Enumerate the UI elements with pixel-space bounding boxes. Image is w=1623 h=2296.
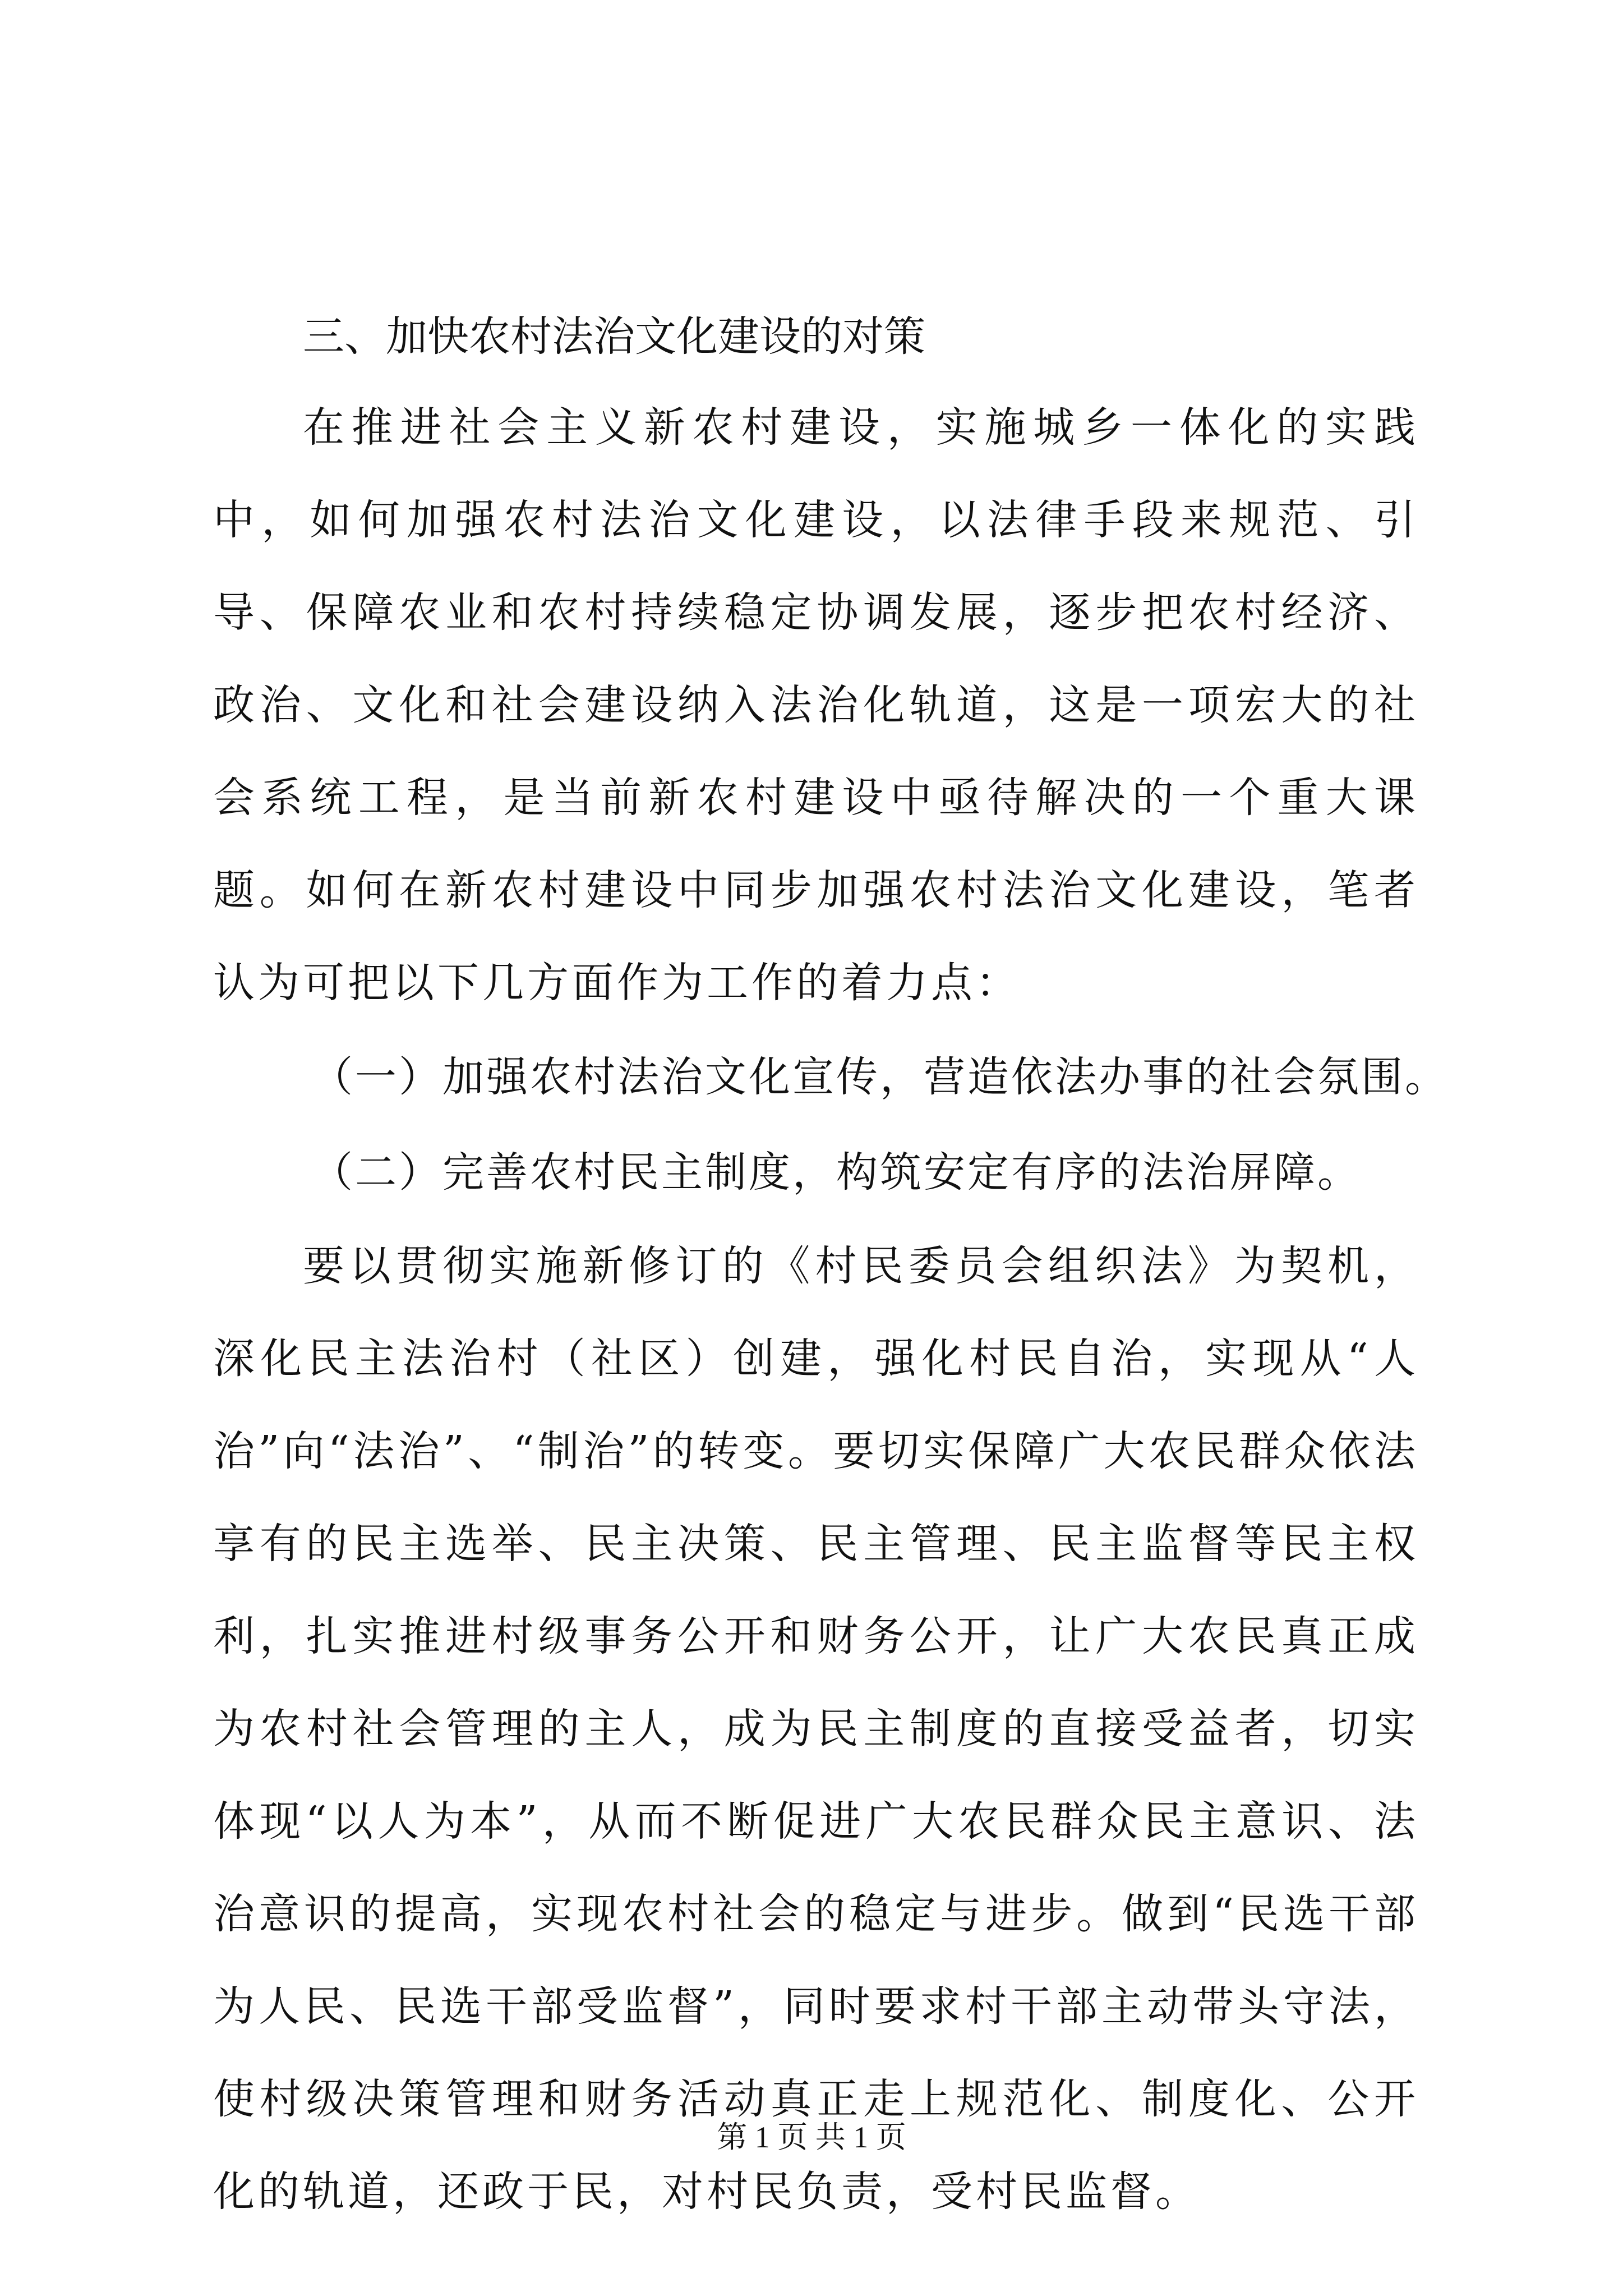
intro-paragraph: 在推进社会主义新农村建设，实施城乡一体化的实践中，如何加强农村法治文化建设，以法律手段来规范、引导、保障农业和农村持续稳定协调发展，逐步把农村经济、政治、文化和社会建设纳入法治化轨道，这是一项宏大的社会系统工程，是当前新农村建设中亟待解决的一个重大课题。如何在新农村建设中同步加强农村法治文化建设，笔者认为可把以下几方面作为工作的着力点： (213, 403, 1419, 1007)
subheading-2: （二）完善农村民主制度，构筑安定有序的法治屏障。 (311, 1148, 1361, 1197)
body-paragraph: 要以贯彻实施新修订的《村民委员会组织法》为契机，深化民主法治村（社区）创建，强化村民自治，实现从“人治”向“法治”、“制治”的转变。要切实保障广大农民群众依法享有的民主选举、民主决策、民主管理、民主监督等民主权利，扎实推进村级事务公开和财务公开，让广大农民真正成为农村社会管理的主人，成为民主制度的直接受益者，切实体现“以人为本”，从而不断促进广大农民群众民主意识、法治意识的提高，实现农村社会的稳定与进步。做到“民选干部为人民、民选干部受监督”，同时要求村干部主动带头守法，使村级决策管理和财务活动真正走上规范化、制度化、公开化的轨道，还政于民，对村民负责，受村民监督。 (213, 1242, 1419, 2216)
document-body (213, 292, 1449, 2238)
section-heading: 三、加快农村法治文化建设的对策 (303, 312, 925, 361)
subheading-1: （一）加强农村法治文化宣传，营造依法办事的社会氛围。 (311, 1053, 1449, 1101)
page-footer: 第 1 页 共 1 页 (717, 2120, 906, 2154)
